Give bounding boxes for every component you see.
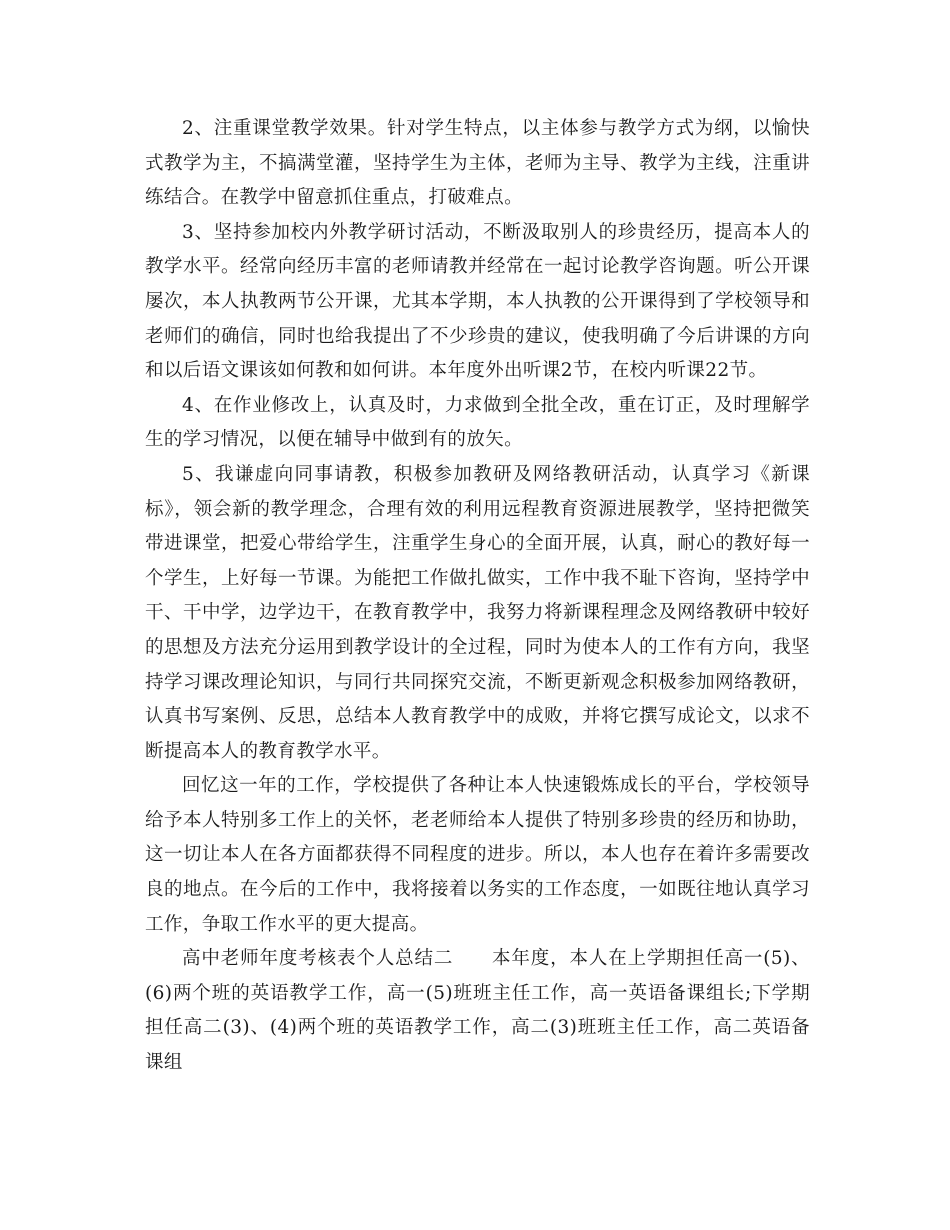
paragraph-3-research-activities: 3、坚持参加校内外教学研讨活动，不断汲取别人的珍贵经历，提高本人的教学水平。经常向经历丰富的老师请教并经常在一起讨论教学咨询题。听公开课屡次，本人执教两节公开课，尤其本学期，本人执教的公开课得到了学校领导和老师们的确信，同时也给我提出了不少珍贵的建议，使我明确了今后讲课的方向和以后语文课该如何教和如何讲。本年度外出听课2节，在校内听课22节。 — [145, 221, 810, 382]
paragraph-summary-two-intro: 高中老师年度考核表个人总结二 本年度，本人在上学期担任高一(5)、(6)两个班的英语教学工作，高一(5)班班主任工作，高一英语备课组长;下学期担任高二(3)、(4)两个班的英语教学工作，高二(3)班班主任工作，高二英语备课组 — [145, 948, 810, 1074]
paragraph-4-homework-correction: 4、在作业修改上，认真及时，力求做到全批全改，重在订正，及时理解学生的学习情况，以便在辅导中做到有的放矢。 — [145, 394, 810, 451]
paragraph-2-teaching-effect: 2、注重课堂教学效果。针对学生特点，以主体参与教学方式为纲，以愉快式教学为主，不搞满堂灌，坚持学生为主体，老师为主导、教学为主线，注重讲练结合。在教学中留意抓住重点，打破难点。 — [145, 118, 810, 209]
paragraph-review-summary: 回忆这一年的工作，学校提供了各种让本人快速锻炼成长的平台，学校领导给予本人特别多工作上的关怀，老老师给本人提供了特别多珍贵的经历和协助，这一切让本人在各方面都获得不同程度的进步。所以，本人也存在着许多需要改良的地点。在今后的工作中，我将接着以务实的工作态度，一如既往地认真学习工作，争取工作水平的更大提高。 — [145, 775, 810, 935]
paragraph-5-self-study: 5、我谦虚向同事请教，积极参加教研及网络教研活动，认真学习《新课标》，领会新的教学理念，合理有效的利用远程教育资源进展教学，坚持把微笑带进课堂，把爱心带给学生，注重学生身心的全面开展，认真，耐心的教好每一个学生，上好每一节课。为能把工作做扎做实，工作中我不耻下咨询，坚持学中干、干中学，边学边干，在教育教学中，我努力将新课程理念及网络教研中较好的思想及方法充分运用到教学设计的全过程，同时为使本人的工作有方向，我坚持学习课改理论知识，与同行共同探究交流，不断更新观念积极参加网络教研，认真书写案例、反思，总结本人教育教学中的成败，并将它撰写成论文，以求不断提高本人的教育教学水平。 — [145, 463, 810, 762]
